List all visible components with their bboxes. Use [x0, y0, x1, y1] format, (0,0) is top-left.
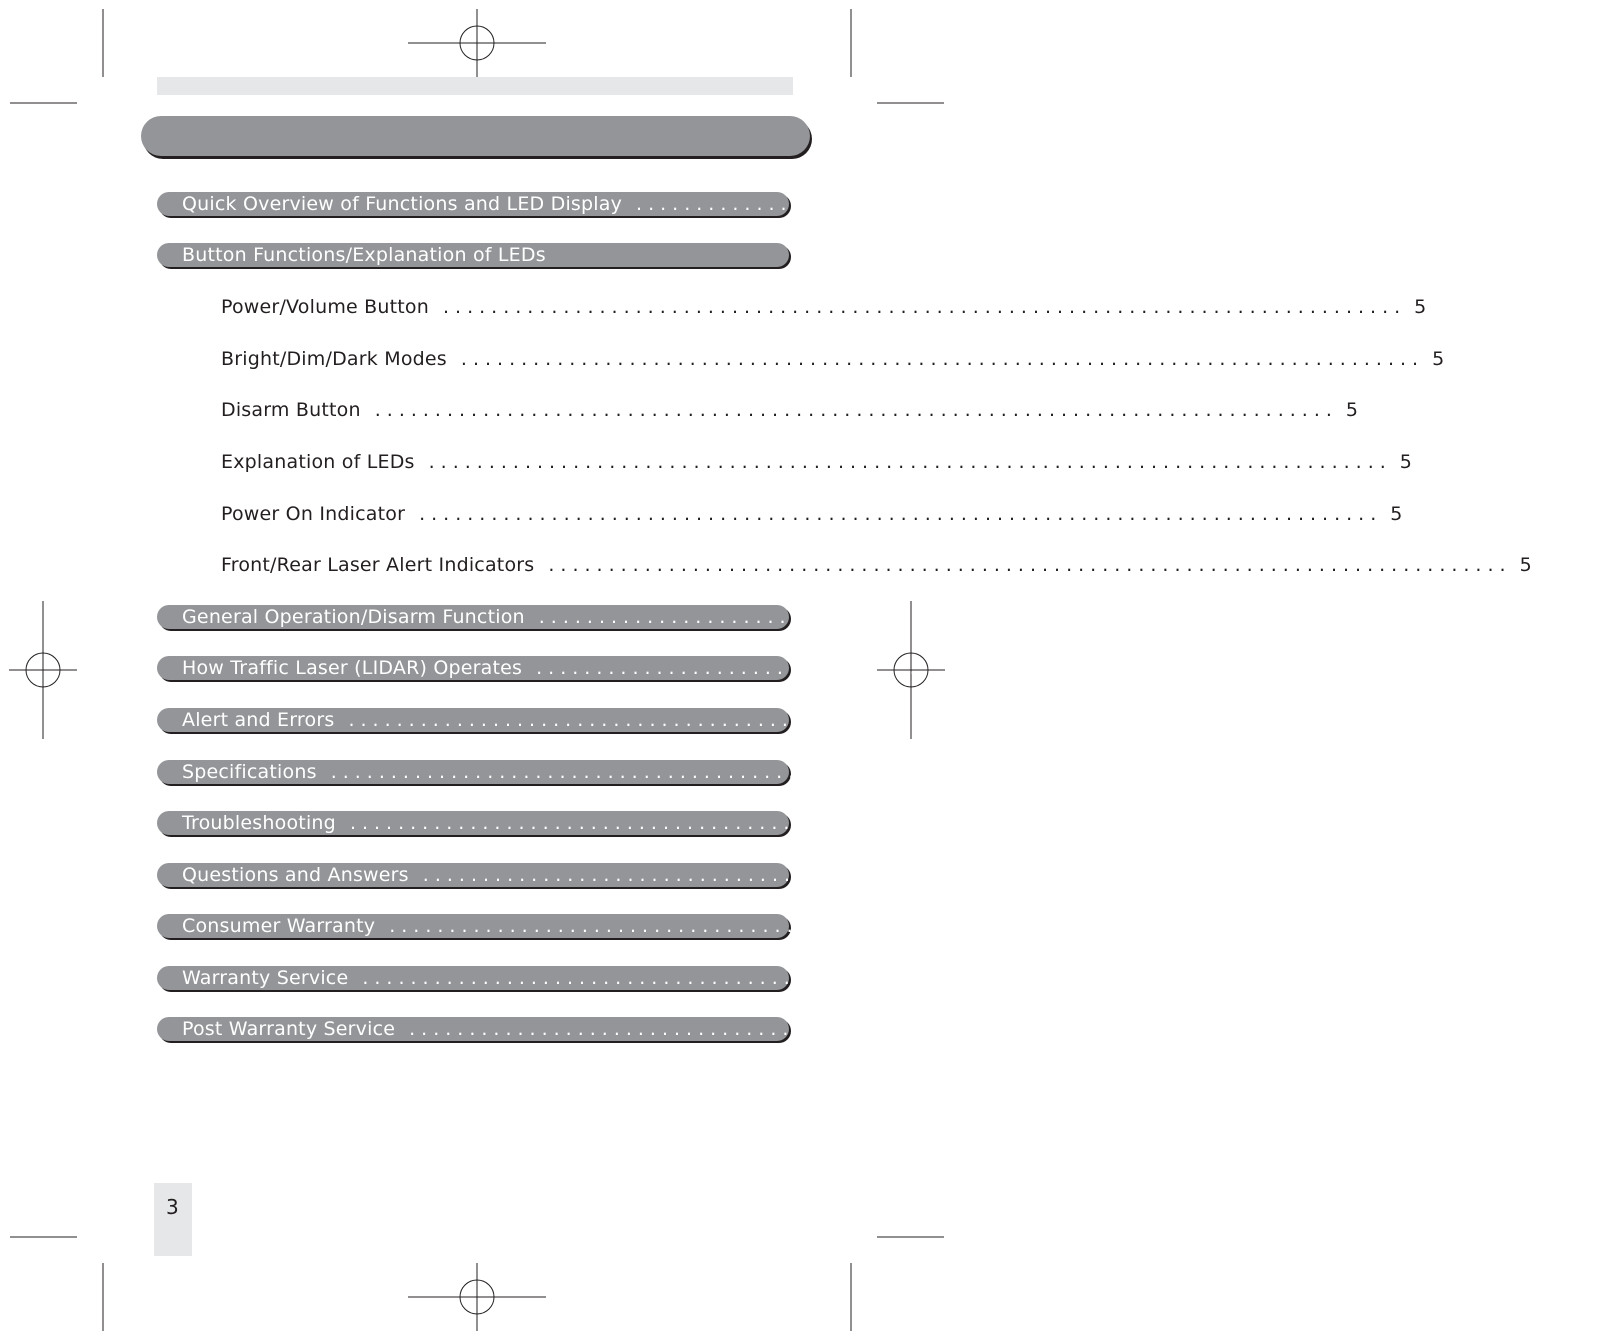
toc-dot-leader: ................................................................................	[428, 451, 1392, 473]
toc-entry-label: Troubleshooting	[182, 812, 336, 834]
toc-entry-label: Power On Indicator	[221, 503, 406, 525]
toc-dot-leader: ................................................................................	[536, 657, 1500, 679]
page-number: 3	[166, 1195, 179, 1219]
toc-entry-page: 6	[1509, 606, 1523, 628]
toc-entry-label: Warranty Service	[182, 967, 349, 989]
toc-dot-leader: ................................................................................	[419, 503, 1383, 525]
toc-dot-leader: ................................................................................	[362, 967, 1326, 989]
toc-entry[interactable]	[157, 605, 1523, 629]
toc-entry[interactable]	[157, 1017, 1405, 1041]
toc-entry[interactable]	[157, 347, 1445, 371]
toc-entry-page: 11	[1393, 864, 1419, 886]
toc-dot-leader: ................................................................................	[538, 606, 1502, 628]
toc-dot-leader: ................................................................................	[348, 709, 1312, 731]
toc-entry-label: Consumer Warranty	[182, 915, 376, 937]
toc-entry[interactable]	[157, 243, 789, 267]
toc-dot-leader: ................................................................................	[460, 348, 1425, 370]
toc-entry[interactable]	[157, 914, 1385, 938]
toc-entry-page: 4	[1607, 193, 1619, 215]
toc-dot-leader: ................................................................................	[330, 761, 1294, 783]
toc-entry-page: 10	[1321, 812, 1346, 834]
toc-entry-page: 5	[1345, 399, 1358, 421]
toc-entry[interactable]	[157, 192, 1619, 216]
toc-entry-label: Front/Rear Laser Alert Indicators	[221, 554, 535, 576]
toc-dot-leader: ................................................................................	[389, 915, 1353, 937]
toc-dot-leader: ................................................................................	[374, 399, 1338, 421]
toc-entry[interactable]	[157, 760, 1314, 784]
toc-dot-leader: ................................................................................	[443, 296, 1407, 318]
toc-entry[interactable]	[157, 656, 1520, 680]
toc-entry[interactable]	[157, 708, 1332, 732]
toc-entry-label: Button Functions/Explanation of LEDs	[182, 244, 546, 266]
toc-entry-page: 12	[1360, 915, 1385, 937]
toc-entry[interactable]	[157, 553, 1532, 577]
toc-entry-page: 5	[1414, 296, 1427, 318]
toc-entry[interactable]	[157, 502, 1403, 526]
toc-entry-label: Specifications	[182, 761, 317, 783]
toc-entry-page: 7	[1507, 657, 1520, 679]
contents-title-bar	[141, 116, 810, 156]
toc-entry[interactable]	[157, 295, 1427, 319]
toc-entry-label: Power/Volume Button	[221, 296, 429, 318]
toc-entry-label: How Traffic Laser (LIDAR) Operates	[182, 657, 523, 679]
toc-entry-page: 5	[1390, 503, 1403, 525]
toc-entry-page: 14	[1380, 1018, 1405, 1040]
toc-entry-page: 5	[1519, 554, 1532, 576]
toc-entry-label: Explanation of LEDs	[221, 451, 415, 473]
toc-entry[interactable]	[157, 863, 1419, 887]
toc-entry-label: Disarm Button	[221, 399, 361, 421]
toc-entry[interactable]	[157, 966, 1358, 990]
toc-entry[interactable]	[157, 811, 1346, 835]
toc-entry-label: Alert and Errors	[182, 709, 335, 731]
toc-entry[interactable]	[157, 450, 1412, 474]
toc-entry-page: 5	[1432, 348, 1445, 370]
toc-entry-label: Bright/Dim/Dark Modes	[221, 348, 447, 370]
toc-entry-page: 13	[1333, 967, 1358, 989]
toc-entry-label: Quick Overview of Functions and LED Display	[182, 193, 623, 215]
toc-entry[interactable]	[157, 398, 1358, 422]
toc-entry-label: Questions and Answers	[182, 864, 409, 886]
toc-dot-leader: ................................................................................	[636, 193, 1600, 215]
toc-entry-label: Post Warranty Service	[182, 1018, 396, 1040]
toc-entry-page: 5	[1399, 451, 1412, 473]
toc-dot-leader: ................................................................................	[422, 864, 1386, 886]
toc-entry-page: 8	[1319, 709, 1332, 731]
header-strip	[157, 77, 793, 95]
toc-dot-leader: ................................................................................	[548, 554, 1512, 576]
toc-dot-leader: ................................................................................	[409, 1018, 1373, 1040]
toc-entry-label: General Operation/Disarm Function	[182, 606, 525, 628]
page-number-tab	[154, 1183, 192, 1256]
toc-entry-page: 9	[1301, 761, 1314, 783]
toc-dot-leader: ................................................................................	[349, 812, 1314, 834]
